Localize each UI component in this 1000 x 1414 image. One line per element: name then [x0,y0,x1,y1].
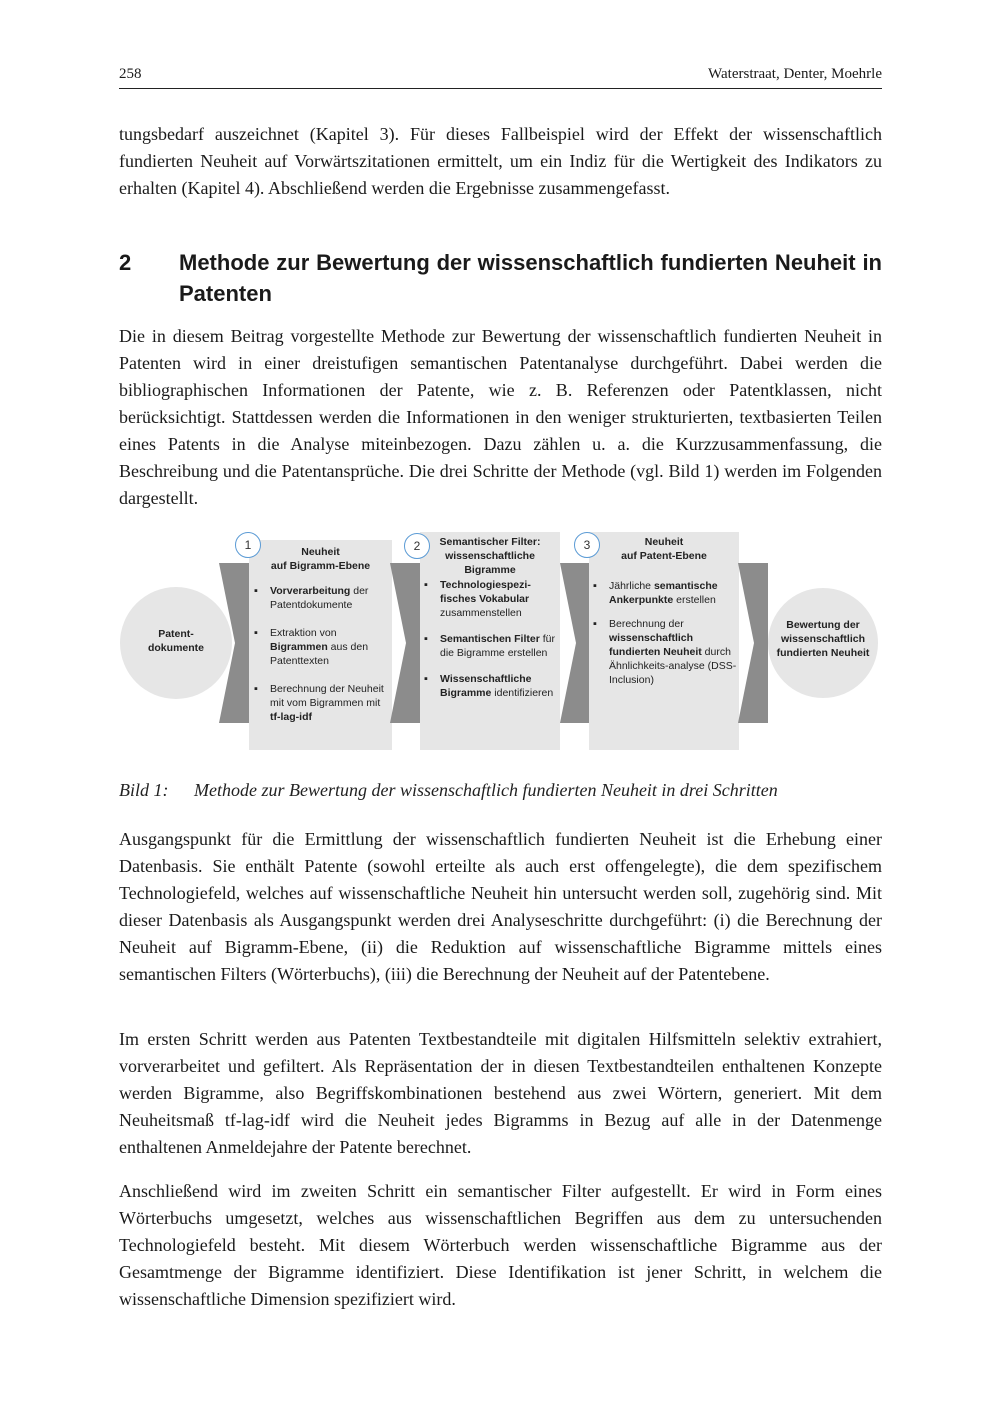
section-paragraph: Die in diesem Beitrag vorgestellte Methode zur Bewertung der wissenschaftlich fundierten Neuheit in Patenten wird in einer dreistufigen semantischen Patentanalyse durchgeführt. Dabei werden die bibliographischen Informationen der Patente, wie z. B. Referenzen oder Patentklassen, nicht berücksichtigt. Stattdessen werden die Informationen in den weniger strukturierten, textbasierten Teilen eines Patents in die Analyse miteinbezogen. Dazu zählen u. a. die Kurzzusammenfassung, die Beschreibung und die Patentansprüche. Die drei Schritte der Methode (vgl. Bild 1) werden im Folgenden dargestellt. [119,326,882,508]
step2-number: 2 [404,533,430,559]
caption-label: Bild 1: [119,780,169,800]
list-item [423,672,557,700]
bullet-text: Jährliche [609,580,654,592]
output-label-line: fundierten Neuheit [776,647,870,659]
bullet-text: Extraktion von [270,627,337,639]
bullet-text: für die Bigramme erstellen [440,633,555,659]
bullet-bold: Wissenschaftliche Bigramme [440,673,532,699]
body-paragraph-1: Ausgangspunkt für die Ermittlung der wissenschaftlich fundierten Neuheit ist die Erhebung einer Datenbasis. Sie enthält Patente (sowohl erteilte als auch erst offengelegte), die dem spezifischem Technologiefeld, welches auf wissenschaftliche Neuheit hin untersucht werden soll, zugehörig sind. Mit dieser Datenbasis als Ausgangspunkt werden drei Analyseschritte durchgeführt: (i) die Berechnung der Neuheit auf Bigramm-Ebene, (ii) die Reduktion auf wissenschaftliche Bigramme mittels eines semantischen Filters (Wörterbuchs), (iii) die Berechnung der Neuheit auf der Patentebene. [119,829,882,984]
step2-title-line: wissenschaftliche [445,550,535,562]
bullet-text: der Patentdokumente [270,585,369,611]
step2-bullets [423,578,557,709]
bullet-text: erstellen [673,594,716,606]
bullet-bold: semantische Ankerpunkte [609,580,718,606]
bullet-text: Berechnung der [609,618,684,630]
input-label-line: dokumente [147,642,204,654]
intro-paragraph: tungsbedarf auszeichnet (Kapitel 3). Für dieses Fallbeispiel wird der Effekt der wissenschaftlich fundierten Neuheit auf Vorwärtszitationen ermittelt, um ein Indiz für die Wertigkeit des Indikators zu erhalten (Kapitel 4). Abschließend werden die Ergebnisse zusammengefasst. [119,124,882,198]
list-item [253,584,388,612]
step1-title-line: auf Bigramm-Ebene [270,560,371,572]
list-item [423,578,557,620]
running-authors: Waterstraat, Denter, Moehrle [708,66,882,82]
step3-title [594,535,734,563]
step3-title-line: Neuheit [644,536,684,548]
input-label [126,627,226,655]
bullet-bold: wissenschaftlich fundierten Neuheit [609,632,702,658]
list-item [253,682,388,724]
output-arrow [738,563,768,723]
step2-title-line: Bigramme [464,564,516,576]
step1-bullets [253,584,388,733]
list-item [592,579,737,607]
output-label [770,618,876,660]
bullet-bold: Technologiespezi-fisches Vokabular [440,579,531,605]
step3-number: 3 [574,532,600,558]
list-item [423,632,557,660]
step1-number: 1 [235,532,261,558]
step2-arrow [390,563,420,723]
input-label-line: Patent- [158,628,194,640]
bullet-bold: tf-lag-idf [270,711,312,723]
bullet-bold: Bigrammen [270,641,328,653]
bullet-bold: Vorverarbeitung [270,585,351,597]
list-item [592,617,737,687]
step2-title-line: Semantischer Filter: [439,536,541,548]
bullet-text: Berechnung der Neuheit mit vom Bigrammen mit [270,683,384,709]
step3-bullets [592,579,737,696]
page-header [119,66,882,89]
body-paragraph-2: Im ersten Schritt werden aus Patenten Textbestandteile mit digitalen Hilfsmitteln selektiv extrahiert, vorverarbeitet und gefiltert. Als Repräsentation der in diesen Textbestandteilen enthaltenen Konzepte werden Bigramme, also Begriffskombinationen bestehend aus zwei Wörtern, generiert. Mit dem Neuheitsmaß tf-lag-idf wird die Neuheit jedes Bigramms in Bezug auf alle in der Datenmenge enthaltenen Anmeldejahre der Patente berechnet. [119,1029,882,1157]
list-item [253,626,388,668]
bullet-text: zusammenstellen [440,607,522,619]
bullet-text: aus den Patenttexten [270,641,369,667]
caption-text: Methode zur Bewertung der wissenschaftlich fundierten Neuheit in drei Schritten [194,780,778,800]
bullet-text: identifizieren [491,687,554,699]
section-title: Methode zur Bewertung der wissenschaftlich fundierten Neuheit in Patenten [179,250,882,306]
page-number: 258 [119,66,142,82]
output-label-line: Bewertung der [786,619,860,631]
step1-title [254,545,387,573]
method-figure [118,528,882,758]
bullet-text: durch Ähnlichkeits-analyse (DSS-Inclusion) [609,646,737,686]
step3-arrow [560,563,589,723]
section-number: 2 [119,250,132,275]
bullet-bold: Semantischen Filter [440,633,540,645]
step2-title [424,535,556,577]
output-label-line: wissenschaftlich [780,633,866,645]
step1-title-line: Neuheit [301,546,340,558]
step3-title-line: auf Patent-Ebene [621,550,707,562]
body-paragraph-3: Anschließend wird im zweiten Schritt ein semantischer Filter aufgestellt. Er wird in Form eines Wörterbuchs umgesetzt, welches aus wissenschaftlichen Begriffen aus dem zu untersuchenden Technologiefeld besteht. Mit diesem Wörterbuch werden wissenschaftliche Bigramme aus der Gesamtmenge der Bigramme identifiziert. Diese Identifikation ist jener Schritt, in welchem die wissenschaftliche Dimension spezifiziert wird. [119,1181,882,1309]
